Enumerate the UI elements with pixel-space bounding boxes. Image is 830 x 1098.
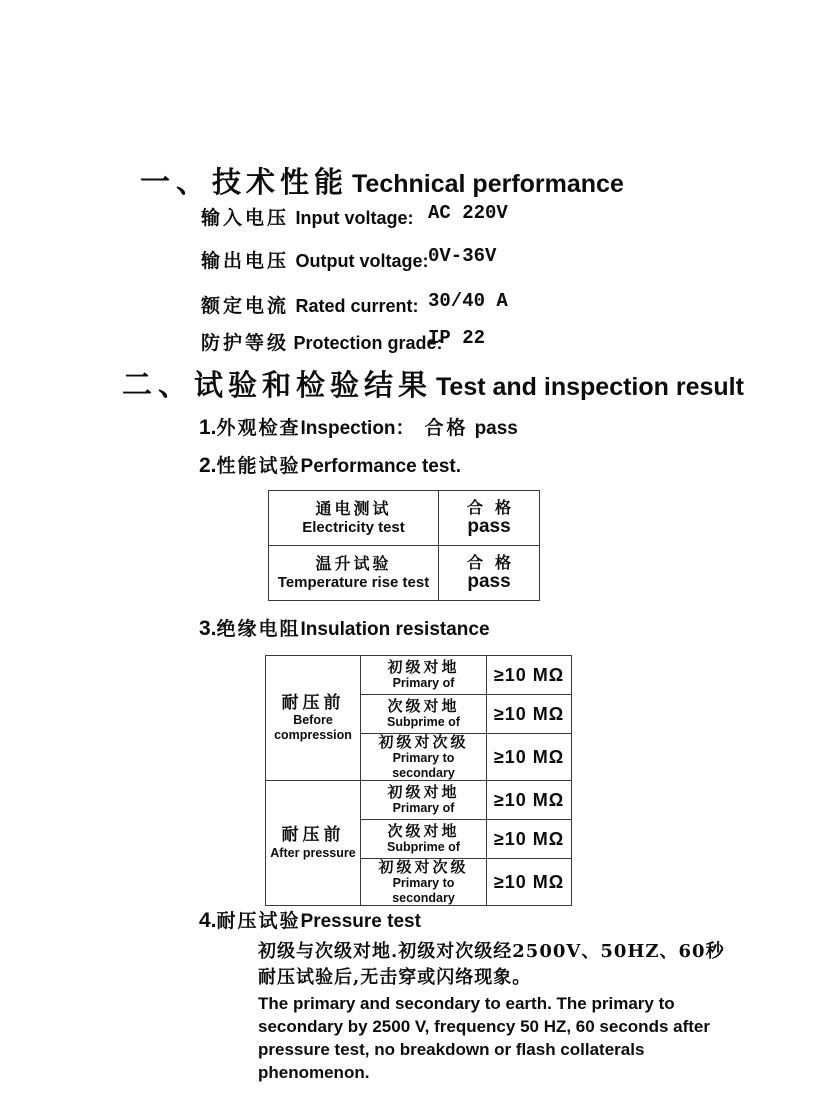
measure-name-cell <box>361 695 487 734</box>
measure-name-en: Primary of <box>392 676 455 691</box>
spec-value: 0V-36V <box>428 245 497 267</box>
spec-label-en: Rated current: <box>295 296 419 316</box>
spec-row-input-voltage <box>201 203 761 229</box>
spec-row-rated-current <box>201 291 761 317</box>
spec-label-zh: 额定电流 <box>201 295 290 317</box>
measure-name-en: Primary of <box>392 801 455 816</box>
measure-name-en: Primary to secondary <box>392 751 455 780</box>
item-performance-test <box>199 451 461 478</box>
measure-value-cell <box>487 859 572 906</box>
measure-name-en: Primary to secondary <box>392 876 455 905</box>
item-number: 3. <box>199 617 217 640</box>
measure-name-zh: 初级对次级 <box>378 858 469 876</box>
measure-value: ≥10 MΩ <box>493 746 565 767</box>
item-label-en: Insulation resistance <box>300 619 490 640</box>
spec-label-en: Input voltage: <box>295 208 414 228</box>
spec-value: 30/40 A <box>428 290 508 312</box>
table-row <box>269 491 540 546</box>
section1-title-en: Technical performance <box>352 170 624 198</box>
item-number: 1. <box>199 416 217 439</box>
measure-name-zh: 初级对地 <box>387 783 460 802</box>
item-label-zh: 性能试验 <box>216 455 301 477</box>
measure-value: ≥10 MΩ <box>493 828 565 849</box>
measure-name-en: Subprime of <box>387 840 460 855</box>
measure-name-cell <box>361 734 487 781</box>
measure-name-zh: 初级对次级 <box>378 733 469 751</box>
item-label-zh: 外观检查 <box>216 417 301 439</box>
section1-heading <box>140 157 624 201</box>
test-name-en: Temperature rise test <box>277 573 430 591</box>
test-result-en: pass <box>467 571 511 593</box>
pressure-test-paragraph <box>258 939 736 1085</box>
test-result-zh: 合格 <box>466 497 523 517</box>
item-insulation-resistance <box>199 614 490 641</box>
item-number: 2. <box>199 454 217 477</box>
spec-row-output-voltage <box>201 246 761 272</box>
insulation-table <box>265 655 572 906</box>
test-name-zh: 通电测试 <box>315 499 392 519</box>
measure-value-cell <box>487 656 572 695</box>
measure-value: ≥10 MΩ <box>493 789 565 810</box>
pressure-paragraph-en: The primary and secondary to earth. The primary to secondary by 2500 V, frequency 50 HZ, 60 seconds after pressure test, no breakdown or flash collaterals phenomenon. <box>258 994 710 1082</box>
measure-value-cell <box>487 734 572 781</box>
table-row <box>266 656 572 695</box>
item-label-en: Performance test. <box>300 456 462 477</box>
measure-name-zh: 次级对地 <box>387 822 460 841</box>
group-label-zh: 耐压前 <box>281 825 345 846</box>
section2-title-zh: 试验和检验结果 <box>194 368 433 402</box>
test-name-en: Electricity test <box>302 518 405 536</box>
test-name-cell <box>269 546 439 601</box>
test-result-cell <box>439 546 540 601</box>
item-label-en: Inspection： <box>300 418 415 439</box>
test-result-zh: 合格 <box>466 552 523 572</box>
item-pressure-test <box>199 906 421 933</box>
spec-value: AC 220V <box>428 202 508 224</box>
item-label-zh: 耐压试验 <box>216 910 301 932</box>
performance-table <box>268 490 540 601</box>
table-row <box>266 781 572 820</box>
measure-value: ≥10 MΩ <box>493 664 565 685</box>
measure-value-cell <box>487 781 572 820</box>
measure-name-cell <box>361 656 487 695</box>
measure-name-zh: 次级对地 <box>387 697 460 716</box>
section1-number: 一、 <box>140 165 212 200</box>
measure-name-cell <box>361 859 487 906</box>
section2-number: 二、 <box>122 368 194 403</box>
group-label-en: After pressure <box>270 845 356 860</box>
spec-label-zh: 输入电压 <box>201 207 290 229</box>
item-inspection <box>199 413 518 440</box>
pressure-paragraph-zh: 初级与次级对地.初级对次级经2500V、50HZ、60秒耐压试验后,无击穿或闪络现象。 <box>258 941 725 989</box>
section2-heading <box>122 360 744 404</box>
test-result-cell <box>439 491 540 546</box>
spec-label-en: Protection grade: <box>293 333 443 353</box>
inspection-result-en: pass <box>474 418 518 439</box>
measure-value-cell <box>487 820 572 859</box>
section2-title-en: Test and inspection result <box>436 373 744 401</box>
measure-name-cell <box>361 820 487 859</box>
table-row <box>269 546 540 601</box>
group-cell <box>266 656 361 781</box>
group-label-zh: 耐压前 <box>281 692 345 713</box>
section1-title-zh: 技术性能 <box>212 165 349 199</box>
spec-label-en: Output voltage: <box>295 251 429 271</box>
group-cell <box>266 781 361 906</box>
spec-label-zh: 防护等级 <box>201 332 290 354</box>
test-result-en: pass <box>467 516 511 538</box>
item-number: 4. <box>199 909 217 932</box>
item-label-en: Pressure test <box>300 911 421 932</box>
measure-name-zh: 初级对地 <box>387 658 460 677</box>
measure-value-cell <box>487 695 572 734</box>
measure-value: ≥10 MΩ <box>493 703 565 724</box>
group-label-en: Before compression <box>274 713 352 742</box>
measure-value: ≥10 MΩ <box>493 871 565 892</box>
measure-name-en: Subprime of <box>387 715 460 730</box>
measure-name-cell <box>361 781 487 820</box>
item-label-zh: 绝缘电阻 <box>216 618 301 640</box>
inspection-result-zh: 合格 <box>424 417 469 439</box>
spec-value: IP 22 <box>428 327 486 349</box>
test-name-zh: 温升试验 <box>315 554 392 574</box>
test-name-cell <box>269 491 439 546</box>
spec-label-zh: 输出电压 <box>201 250 290 272</box>
spec-row-protection-grade <box>201 328 761 354</box>
